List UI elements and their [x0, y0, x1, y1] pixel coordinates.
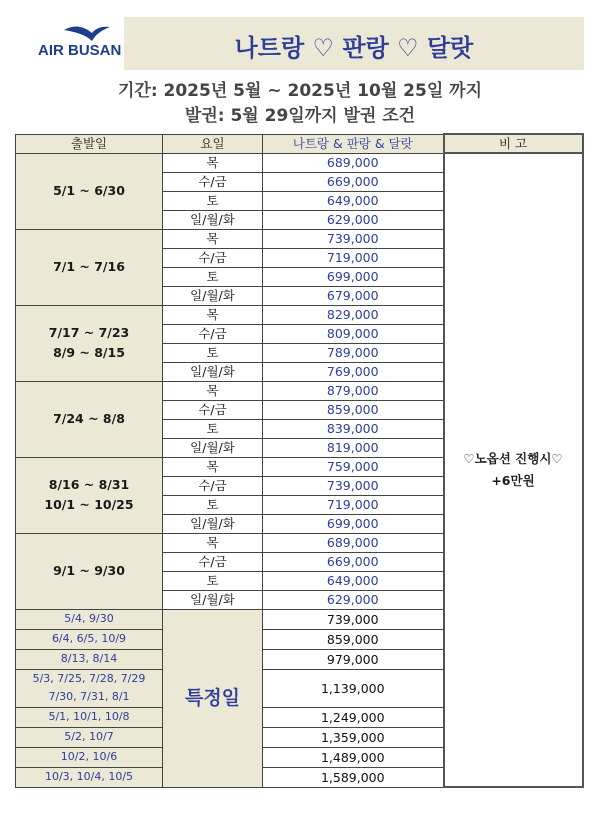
header-departure-date: 출발일 — [16, 134, 163, 153]
price-cell: 789,000 — [263, 343, 444, 362]
period-cell — [16, 457, 163, 533]
price-table — [15, 133, 584, 788]
weekday-cell: 일/월/화 — [163, 438, 263, 457]
ticketing-condition: 발권: 5월 29일까지 발권 조건 — [184, 106, 416, 126]
weekday-cell: 일/월/화 — [163, 590, 263, 609]
header-route: 나트랑 & 판랑 & 달랏 — [263, 134, 444, 153]
price-cell: 719,000 — [263, 495, 444, 514]
price-cell: 669,000 — [263, 172, 444, 191]
logo-text: AIR BUSAN — [38, 42, 122, 59]
header-note: 비 고 — [444, 134, 583, 153]
special-date-cell — [16, 609, 163, 629]
period-line: 8/16 ~ 8/31 — [48, 477, 130, 492]
weekday-cell: 토 — [163, 419, 263, 438]
special-date-cell — [16, 727, 163, 747]
weekday-cell: 목 — [163, 381, 263, 400]
page-title: 나트랑 ♡ 판랑 ♡ 달랏 — [234, 34, 474, 62]
weekday-cell: 수/금 — [163, 400, 263, 419]
weekday-cell: 수/금 — [163, 172, 263, 191]
price-cell: 739,000 — [263, 229, 444, 248]
special-date-line: 5/4, 9/30 — [64, 612, 114, 625]
period-cell — [16, 533, 163, 609]
special-price-cell: 979,000 — [263, 649, 444, 669]
period-line: 7/1 ~ 7/16 — [53, 259, 125, 274]
price-cell: 679,000 — [263, 286, 444, 305]
special-date-cell — [16, 747, 163, 767]
weekday-cell: 토 — [163, 267, 263, 286]
weekday-cell: 일/월/화 — [163, 362, 263, 381]
special-date-line: 8/13, 8/14 — [60, 652, 118, 665]
weekday-cell: 토 — [163, 495, 263, 514]
weekday-cell: 목 — [163, 305, 263, 324]
weekday-cell: 수/금 — [163, 324, 263, 343]
header-weekday: 요일 — [163, 134, 263, 153]
special-date-line: 10/3, 10/4, 10/5 — [44, 770, 134, 783]
special-date-line: 10/2, 10/6 — [60, 750, 118, 763]
period-line: 9/1 ~ 9/30 — [53, 563, 125, 578]
period-line: 7/17 ~ 7/23 — [48, 325, 130, 340]
price-cell: 699,000 — [263, 267, 444, 286]
weekday-cell: 목 — [163, 457, 263, 476]
note-line: +6만원 — [491, 473, 535, 488]
period-line: 10/1 ~ 10/25 — [44, 497, 134, 512]
period-cell — [16, 305, 163, 381]
table-header-row — [16, 134, 583, 153]
price-cell: 859,000 — [263, 400, 444, 419]
special-date-cell — [16, 707, 163, 727]
price-cell: 699,000 — [263, 514, 444, 533]
price-cell: 689,000 — [263, 533, 444, 552]
note-line: ♡노옵션 진행시♡ — [463, 451, 563, 466]
price-cell: 649,000 — [263, 191, 444, 210]
special-date-cell — [16, 669, 163, 707]
price-cell: 739,000 — [263, 476, 444, 495]
period-cell — [16, 381, 163, 457]
price-cell: 829,000 — [263, 305, 444, 324]
special-date-line: 5/1, 10/1, 10/8 — [48, 710, 130, 723]
special-price-cell: 1,249,000 — [263, 707, 444, 727]
period-line: 8/9 ~ 8/15 — [53, 345, 125, 360]
weekday-cell: 수/금 — [163, 248, 263, 267]
weekday-cell: 토 — [163, 191, 263, 210]
price-cell: 839,000 — [263, 419, 444, 438]
weekday-cell: 목 — [163, 153, 263, 172]
title-banner — [124, 17, 584, 70]
price-cell: 879,000 — [263, 381, 444, 400]
price-cell: 629,000 — [263, 210, 444, 229]
price-cell: 759,000 — [263, 457, 444, 476]
price-cell: 689,000 — [263, 153, 444, 172]
period-cell — [16, 153, 163, 229]
special-date-line: 5/2, 10/7 — [64, 730, 114, 743]
price-cell: 809,000 — [263, 324, 444, 343]
special-date-line: 7/30, 7/31, 8/1 — [48, 690, 130, 703]
price-cell: 669,000 — [263, 552, 444, 571]
special-price-cell: 859,000 — [263, 629, 444, 649]
price-cell: 819,000 — [263, 438, 444, 457]
note-cell — [444, 153, 583, 787]
special-date-cell — [16, 767, 163, 787]
weekday-cell: 토 — [163, 571, 263, 590]
bird-logo-icon — [62, 24, 112, 44]
special-price-cell: 1,139,000 — [263, 669, 444, 707]
price-cell: 769,000 — [263, 362, 444, 381]
period-cell — [16, 229, 163, 305]
weekday-cell: 목 — [163, 229, 263, 248]
special-price-cell: 1,489,000 — [263, 747, 444, 767]
special-price-cell: 1,359,000 — [263, 727, 444, 747]
travel-period: 기간: 2025년 5월 ~ 2025년 10월 25일 까지 — [117, 81, 483, 101]
weekday-cell: 목 — [163, 533, 263, 552]
weekday-cell: 일/월/화 — [163, 286, 263, 305]
special-date-cell — [16, 629, 163, 649]
special-price-cell: 739,000 — [263, 609, 444, 629]
weekday-cell: 수/금 — [163, 476, 263, 495]
special-days-label: 특정일 — [163, 609, 263, 787]
special-date-line: 6/4, 6/5, 10/9 — [51, 632, 127, 645]
table-row — [16, 153, 583, 172]
weekday-cell: 수/금 — [163, 552, 263, 571]
weekday-cell: 토 — [163, 343, 263, 362]
price-cell: 649,000 — [263, 571, 444, 590]
price-cell: 629,000 — [263, 590, 444, 609]
weekday-cell: 일/월/화 — [163, 210, 263, 229]
special-date-line: 5/3, 7/25, 7/28, 7/29 — [32, 672, 146, 685]
weekday-cell: 일/월/화 — [163, 514, 263, 533]
special-price-cell: 1,589,000 — [263, 767, 444, 787]
air-busan-logo — [30, 24, 120, 64]
period-line: 5/1 ~ 6/30 — [53, 183, 125, 198]
period-line: 7/24 ~ 8/8 — [53, 411, 125, 426]
price-cell: 719,000 — [263, 248, 444, 267]
special-date-cell — [16, 649, 163, 669]
